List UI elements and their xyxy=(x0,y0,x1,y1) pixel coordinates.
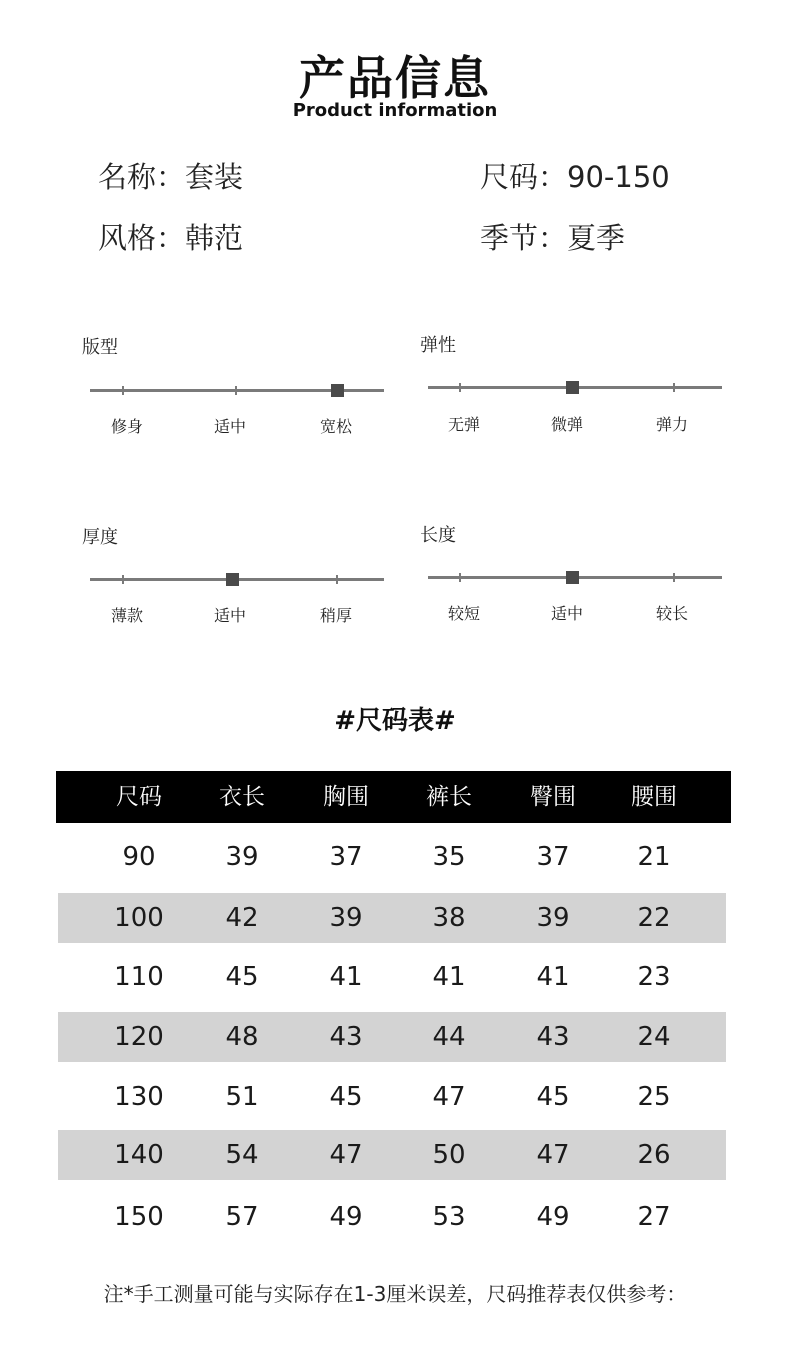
table-cell: 39 xyxy=(536,903,570,933)
scale-tick xyxy=(336,575,338,584)
attribute-title: 版型 xyxy=(82,337,118,358)
table-cell: 39 xyxy=(225,842,259,872)
table-cell: 50 xyxy=(432,1140,466,1170)
scale-option: 薄款 xyxy=(110,606,143,625)
table-cell: 38 xyxy=(432,903,466,933)
scale-option: 较短 xyxy=(447,604,480,623)
info-style: 风格：韩范 xyxy=(98,221,244,255)
table-row xyxy=(58,1072,726,1122)
table-cell: 41 xyxy=(432,962,466,992)
table-cell: 47 xyxy=(329,1140,363,1170)
table-cell: 150 xyxy=(114,1202,164,1232)
table-cell: 140 xyxy=(114,1140,164,1170)
table-header-cell: 胸围 xyxy=(323,784,369,810)
scale-tick xyxy=(459,383,461,392)
table-cell: 26 xyxy=(637,1140,671,1170)
page-subtitle: Product information xyxy=(292,100,498,121)
attribute-title: 弹性 xyxy=(420,335,456,356)
table-cell: 54 xyxy=(225,1140,259,1170)
scale-option: 宽松 xyxy=(319,417,352,436)
table-cell: 130 xyxy=(114,1082,164,1112)
info-name: 名称：套装 xyxy=(98,160,244,194)
scale-marker xyxy=(566,381,579,394)
table-cell: 35 xyxy=(432,842,466,872)
table-cell: 45 xyxy=(329,1082,363,1112)
table-cell: 39 xyxy=(329,903,363,933)
table-cell: 23 xyxy=(637,962,671,992)
table-cell: 47 xyxy=(536,1140,570,1170)
scale-marker xyxy=(566,571,579,584)
table-cell: 42 xyxy=(225,903,259,933)
table-cell: 21 xyxy=(637,842,671,872)
table-row xyxy=(58,1012,726,1062)
scale-option: 稍厚 xyxy=(319,606,352,625)
table-row xyxy=(58,893,726,943)
attribute-title: 长度 xyxy=(420,525,456,546)
scale-option: 适中 xyxy=(213,606,246,625)
scale-option: 微弹 xyxy=(550,415,583,434)
table-header-cell: 裤长 xyxy=(426,784,472,810)
table-cell: 57 xyxy=(225,1202,259,1232)
scale-option: 适中 xyxy=(213,417,246,436)
table-cell: 47 xyxy=(432,1082,466,1112)
scale-tick xyxy=(235,386,237,395)
table-cell: 49 xyxy=(536,1202,570,1232)
scale-tick xyxy=(673,573,675,582)
table-cell: 120 xyxy=(114,1022,164,1052)
scale-option: 适中 xyxy=(550,604,583,623)
table-cell: 22 xyxy=(637,903,671,933)
table-cell: 43 xyxy=(329,1022,363,1052)
info-size: 尺码：90-150 xyxy=(480,160,670,194)
table-header-cell: 臀围 xyxy=(530,784,576,810)
table-cell: 48 xyxy=(225,1022,259,1052)
table-cell: 43 xyxy=(536,1022,570,1052)
table-row xyxy=(58,1130,726,1180)
table-cell: 37 xyxy=(536,842,570,872)
table-cell: 37 xyxy=(329,842,363,872)
table-header-cell: 尺码 xyxy=(116,784,162,810)
table-cell: 24 xyxy=(637,1022,671,1052)
table-header-cell: 腰围 xyxy=(631,784,677,810)
table-cell: 51 xyxy=(225,1082,259,1112)
table-row xyxy=(58,832,726,882)
size-table-header xyxy=(56,771,731,823)
table-row xyxy=(58,952,726,1002)
table-cell: 100 xyxy=(114,903,164,933)
table-cell: 27 xyxy=(637,1202,671,1232)
scale-option: 修身 xyxy=(110,417,143,436)
scale-tick xyxy=(122,575,124,584)
table-cell: 25 xyxy=(637,1082,671,1112)
table-header-cell: 衣长 xyxy=(219,784,265,810)
table-cell: 41 xyxy=(329,962,363,992)
table-cell: 110 xyxy=(114,962,164,992)
scale-tick xyxy=(459,573,461,582)
measurement-note: 注*手工测量可能与实际存在1-3厘米误差，尺码推荐表仅供参考： xyxy=(103,1282,687,1306)
info-season: 季节：夏季 xyxy=(480,221,626,255)
scale-tick xyxy=(122,386,124,395)
attribute-title: 厚度 xyxy=(82,527,118,548)
table-cell: 44 xyxy=(432,1022,466,1052)
scale-tick xyxy=(673,383,675,392)
table-cell: 41 xyxy=(536,962,570,992)
table-cell: 45 xyxy=(225,962,259,992)
scale-option: 无弹 xyxy=(447,415,480,434)
table-cell: 90 xyxy=(122,842,156,872)
scale-option: 较长 xyxy=(655,604,688,623)
scale-marker xyxy=(331,384,344,397)
table-cell: 53 xyxy=(432,1202,466,1232)
page-title: 产品信息 xyxy=(299,51,491,105)
size-table-title: #尺码表# xyxy=(334,706,456,736)
table-cell: 45 xyxy=(536,1082,570,1112)
scale-marker xyxy=(226,573,239,586)
table-row xyxy=(58,1192,726,1242)
scale-option: 弹力 xyxy=(655,415,688,434)
table-cell: 49 xyxy=(329,1202,363,1232)
